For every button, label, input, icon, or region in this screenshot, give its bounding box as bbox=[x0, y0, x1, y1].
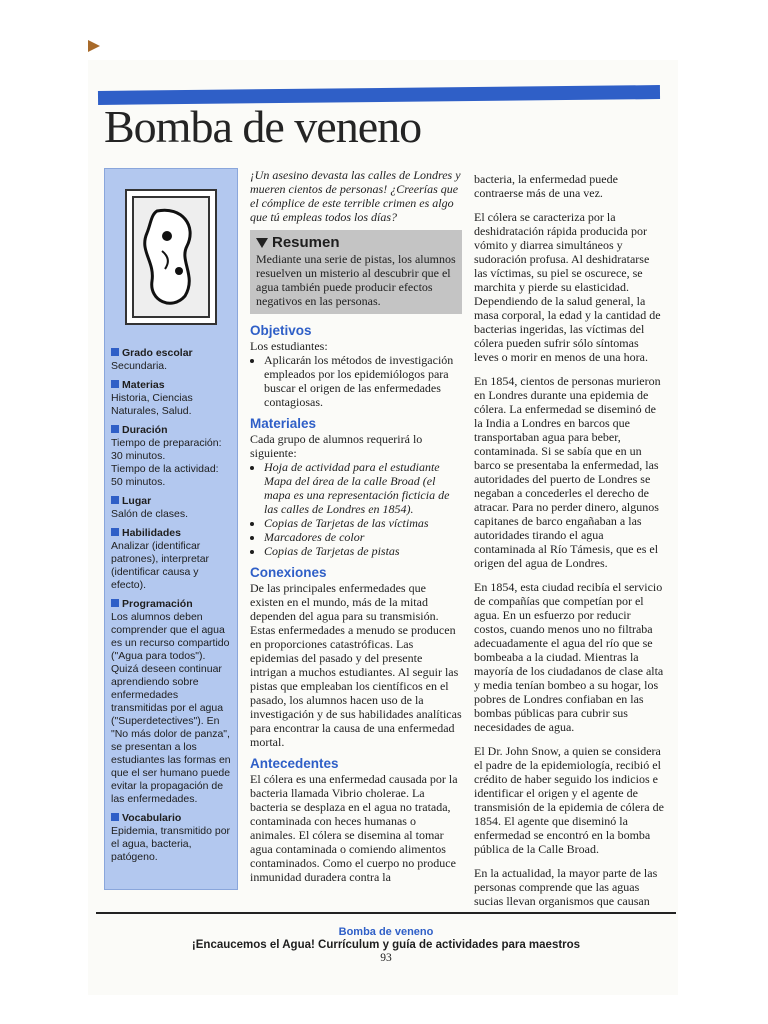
sidebar-programacion: Programación Los alumnos deben comprender que el agua es un recurso compartido ("Agua para todos"). Quizá deseen continuar aprendiendo sobre enfermedades transmitidas por el agua ("Superdetectives"). En "No más dolor de panza", se presentan a los estudiantes las formas en que el ser humano puede evitar la propagación de las enfermedades. bbox=[111, 598, 231, 805]
sidebar-vocabulario: Vocabulario Epidemia, transmitido por el agua, bacteria, patógeno. bbox=[111, 812, 231, 863]
bullet-square-icon bbox=[111, 496, 119, 504]
objetivos-heading: Objetivos bbox=[250, 323, 312, 338]
objetivos-lead: Los estudiantes: bbox=[250, 339, 328, 353]
activity-logo-icon bbox=[125, 189, 217, 325]
materiales-list bbox=[250, 460, 462, 558]
triangle-down-icon bbox=[256, 238, 268, 248]
sidebar-duracion: Duración Tiempo de preparación: 30 minutos. Tiempo de la actividad: 50 minutos. bbox=[111, 424, 222, 488]
paragraph: En 1854, esta ciudad recibía el servicio de compañías que competían por el agua. En un esfuerzo por reducir costos, cuando menos uno no filtraba adecuadamente el agua del río que se bombeaba a la ciudad. Mientras la mayoría de los ciudadanos de clase alta y media tenían bombeo a su hogar, los pobres de Londres confiaban en las bombas públicas para cubrir sus necesidades de agua. bbox=[474, 580, 664, 734]
footer-subtitle: ¡Encaucemos el Agua! Currículum y guía de actividades para maestros bbox=[191, 939, 581, 951]
list-item: • Marcadores de color bbox=[264, 530, 462, 544]
sidebar-lugar: Lugar Salón de clases. bbox=[111, 495, 189, 520]
sidebar-materias: Materias Historia, Ciencias Naturales, Salud. bbox=[111, 379, 193, 417]
list-item: • Copias de Tarjetas de las víctimas bbox=[264, 516, 462, 530]
footer-title: Bomba de veneno bbox=[338, 926, 434, 938]
paragraph: El Dr. John Snow, a quien se considera el padre de la epidemiología, recibió el crédito de haber seguido los indicios e identificar el origen y el agente de transmisión de la epidemia de cólera de 1854. El agente que diseminó la enfermedad se encontró en la bomba pública de la Calle Broad. bbox=[474, 744, 664, 856]
paragraph: En la actualidad, la mayor parte de las personas comprende que las aguas sucias llevan organismos que causan bbox=[474, 866, 658, 908]
objetivos-list bbox=[250, 353, 462, 409]
resumen-text: Mediante una serie de pistas, los alumnos resuelven un misterio al descubrir que el agua también puede producir efectos negativos en las personas. bbox=[256, 252, 456, 308]
sidebar-habilidades: Habilidades Analizar (identificar patrones), interpretar (identificar causa y efecto). bbox=[111, 527, 210, 591]
intro-text: ¡Un asesino devasta las calles de Londres y mueren cientos de personas! ¿Creerías que el cómplice de este terrible crimen es algo que tú empleas todos los días? bbox=[250, 168, 461, 224]
middle-column bbox=[250, 168, 462, 884]
list-item: • Aplicarán los métodos de investigación empleados por los epidemiólogos para buscar el origen de las enfermedades contagiosas. bbox=[264, 353, 462, 409]
bullet-square-icon bbox=[111, 813, 119, 821]
conexiones-text: De las principales enfermedades que existen en el mundo, más de la mitad dependen del agua para su transmisión. Estas enfermedades a menudo se producen en proporciones catastróficas. Las epidemias del pasado y del presente intrigan a muchos estudiantes. Al seguir las pistas que empleaban los científicos en el pasado, los alumnos hacen uso de la investigación y de sus habilidades analíticas para encontrar la causa de una enfermedad mortal. bbox=[250, 581, 462, 749]
page-number: 93 bbox=[380, 952, 392, 964]
sidebar-grado: Grado escolar Secundaria. bbox=[111, 347, 193, 372]
materiales-lead: Cada grupo de alumnos requerirá lo siguiente: bbox=[250, 432, 423, 460]
bullet-square-icon bbox=[111, 425, 119, 433]
bullet-square-icon bbox=[111, 380, 119, 388]
bullet-square-icon bbox=[111, 528, 119, 536]
conexiones-heading: Conexiones bbox=[250, 565, 327, 580]
footer bbox=[96, 926, 676, 965]
paragraph: bacteria, la enfermedad puede contraerse más de una vez. bbox=[474, 172, 618, 200]
paragraph: El cólera se caracteriza por la deshidratación rápida producida por vómito y diarrea simultáneos y sudoración profusa. Al deshidratarse las víctimas, su piel se oscurece, se marchita y pierde su elasticidad. Dependiendo de la salud general, la masa corporal, la edad y la cantidad de bacterias ingeridas, las víctimas del cólera pueden sufrir sólo síntomas leves o morir en menos de una hora. bbox=[474, 210, 661, 364]
antecedentes-heading: Antecedentes bbox=[250, 756, 339, 771]
antecedentes-text: El cólera es una enfermedad causada por la bacteria llamada Vibrio cholerae. La bacteria se desplaza en el agua no tratada, contaminada con heces humanas o animales. El cólera se disemina al tomar agua contaminada o comiendo alimentos contaminados. Como el cuerpo no produce inmunidad duradera contra la bbox=[250, 772, 458, 884]
page-corner-mark bbox=[88, 40, 100, 52]
page-title: Bomba de veneno bbox=[104, 101, 422, 152]
resumen-heading: Resumen bbox=[272, 234, 340, 251]
footer-divider bbox=[96, 912, 676, 914]
bullet-square-icon bbox=[111, 348, 119, 356]
bullet-square-icon bbox=[111, 599, 119, 607]
sidebar bbox=[104, 168, 238, 890]
right-column bbox=[474, 172, 664, 918]
list-item: • Hoja de actividad para el estudiante Mapa del área de la calle Broad (el mapa es una representación ficticia de las calles de Londres en 1854). bbox=[264, 460, 462, 516]
resumen-box bbox=[250, 230, 462, 314]
paragraph: En 1854, cientos de personas murieron en Londres durante una epidemia de cólera. La enfermedad se diseminó de la India a Londres en barcos que transportaban agua para beber, contaminada. Si se sabía que en un barco se presentaba la enfermedad, las autoridades del puerto de Londres se negaban a concederles el derecho de atracar. Para no perder dinero, algunos capitanes de barco engañaban a las autoridades tirando el agua contaminada al Río Támesis, que es el origen del agua de Londres. bbox=[474, 374, 661, 570]
materiales-heading: Materiales bbox=[250, 416, 317, 431]
list-item: • Copias de Tarjetas de pistas bbox=[264, 544, 462, 558]
